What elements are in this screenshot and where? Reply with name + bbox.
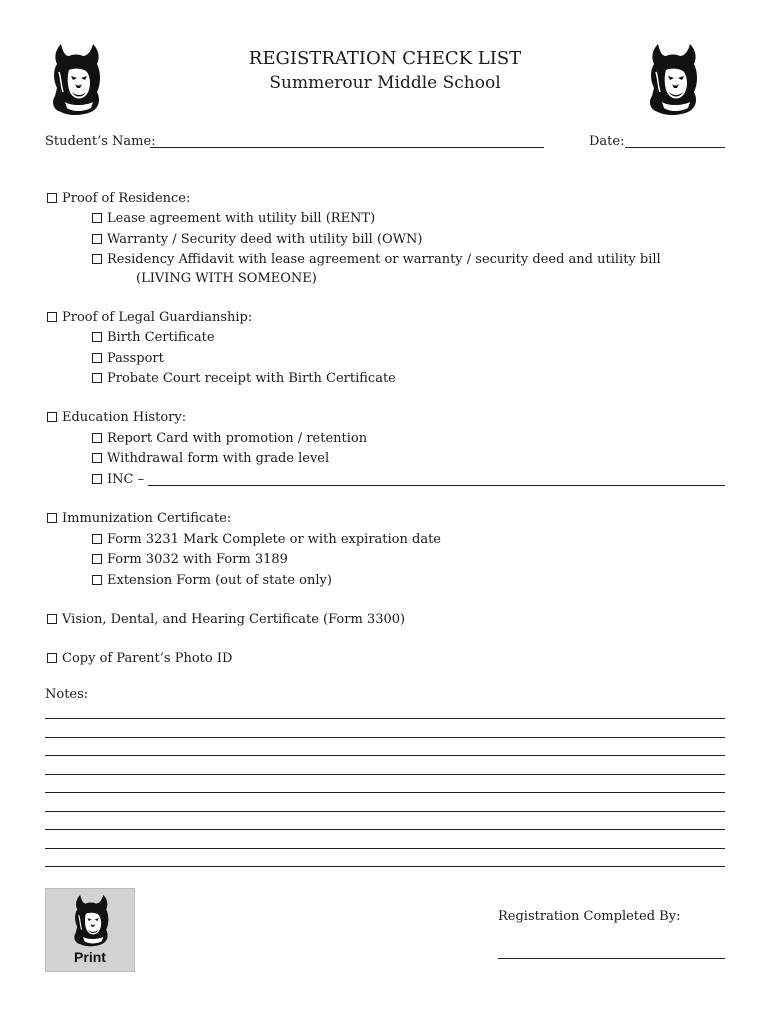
checkbox[interactable] xyxy=(92,534,102,544)
notes-line[interactable] xyxy=(45,866,725,867)
student-name-field[interactable] xyxy=(150,147,544,148)
devil-mascot-icon xyxy=(70,893,112,949)
residence-note: (LIVING WITH SOMEONE) xyxy=(136,271,317,286)
checklist-subitem[interactable]: Report Card with promotion / retention xyxy=(92,430,367,448)
checkbox[interactable] xyxy=(47,653,57,663)
notes-label: Notes: xyxy=(45,687,89,702)
checkbox[interactable] xyxy=(47,614,57,624)
page-title: REGISTRATION CHECK LIST xyxy=(248,48,522,69)
notes-line[interactable] xyxy=(45,811,725,812)
checklist-subitem-inc[interactable]: INC – xyxy=(92,471,144,489)
date-label: Date: xyxy=(589,134,625,149)
checkbox[interactable] xyxy=(92,474,102,484)
checkbox[interactable] xyxy=(92,234,102,244)
completed-by-label: Registration Completed By: xyxy=(498,909,681,924)
checkbox[interactable] xyxy=(92,213,102,223)
checklist-item-immunization[interactable]: Immunization Certificate: xyxy=(47,510,231,528)
checkbox[interactable] xyxy=(92,353,102,363)
checkbox[interactable] xyxy=(47,193,57,203)
checkbox[interactable] xyxy=(47,513,57,523)
checkbox[interactable] xyxy=(92,254,102,264)
checkbox[interactable] xyxy=(92,373,102,383)
checklist-subitem[interactable]: Lease agreement with utility bill (RENT) xyxy=(92,210,375,228)
checklist-item-parent-id[interactable]: Copy of Parent’s Photo ID xyxy=(47,650,232,668)
checkbox[interactable] xyxy=(47,412,57,422)
checklist-item-vision[interactable]: Vision, Dental, and Hearing Certificate (Form 3300) xyxy=(47,611,405,629)
completed-by-field[interactable] xyxy=(498,958,725,959)
notes-line[interactable] xyxy=(45,755,725,756)
checklist-subitem[interactable]: Withdrawal form with grade level xyxy=(92,450,329,468)
checklist-subitem[interactable]: Form 3231 Mark Complete or with expiration date xyxy=(92,531,441,549)
checklist-subitem[interactable]: Residency Affidavit with lease agreement or warranty / security deed and utility bill xyxy=(92,251,661,269)
checklist-subitem[interactable]: Form 3032 with Form 3189 xyxy=(92,551,288,569)
checklist-item-guardianship[interactable]: Proof of Legal Guardianship: xyxy=(47,309,252,327)
checkbox[interactable] xyxy=(47,312,57,322)
checkbox[interactable] xyxy=(92,554,102,564)
checklist-subitem[interactable]: Warranty / Security deed with utility bill (OWN) xyxy=(92,231,423,249)
notes-line[interactable] xyxy=(45,737,725,738)
checkbox[interactable] xyxy=(92,575,102,585)
notes-line[interactable] xyxy=(45,774,725,775)
checklist-subitem[interactable]: Passport xyxy=(92,350,164,368)
checkbox[interactable] xyxy=(92,433,102,443)
checklist-item-education[interactable]: Education History: xyxy=(47,409,186,427)
notes-line[interactable] xyxy=(45,829,725,830)
school-name: Summerour Middle School xyxy=(269,73,501,93)
notes-line[interactable] xyxy=(45,792,725,793)
checklist-subitem[interactable]: Birth Certificate xyxy=(92,329,215,347)
checkbox[interactable] xyxy=(92,332,102,342)
checklist-item-residence[interactable]: Proof of Residence: xyxy=(47,190,190,208)
student-name-label: Student’s Name: xyxy=(45,134,156,149)
print-button[interactable] xyxy=(45,888,135,972)
notes-line[interactable] xyxy=(45,848,725,849)
print-label: Print xyxy=(74,949,106,965)
inc-field[interactable] xyxy=(148,485,725,486)
checkbox[interactable] xyxy=(92,453,102,463)
notes-line[interactable] xyxy=(45,718,725,719)
checklist-subitem[interactable]: Probate Court receipt with Birth Certificate xyxy=(92,370,396,388)
checklist-subitem[interactable]: Extension Form (out of state only) xyxy=(92,572,332,590)
date-field[interactable] xyxy=(625,147,725,148)
